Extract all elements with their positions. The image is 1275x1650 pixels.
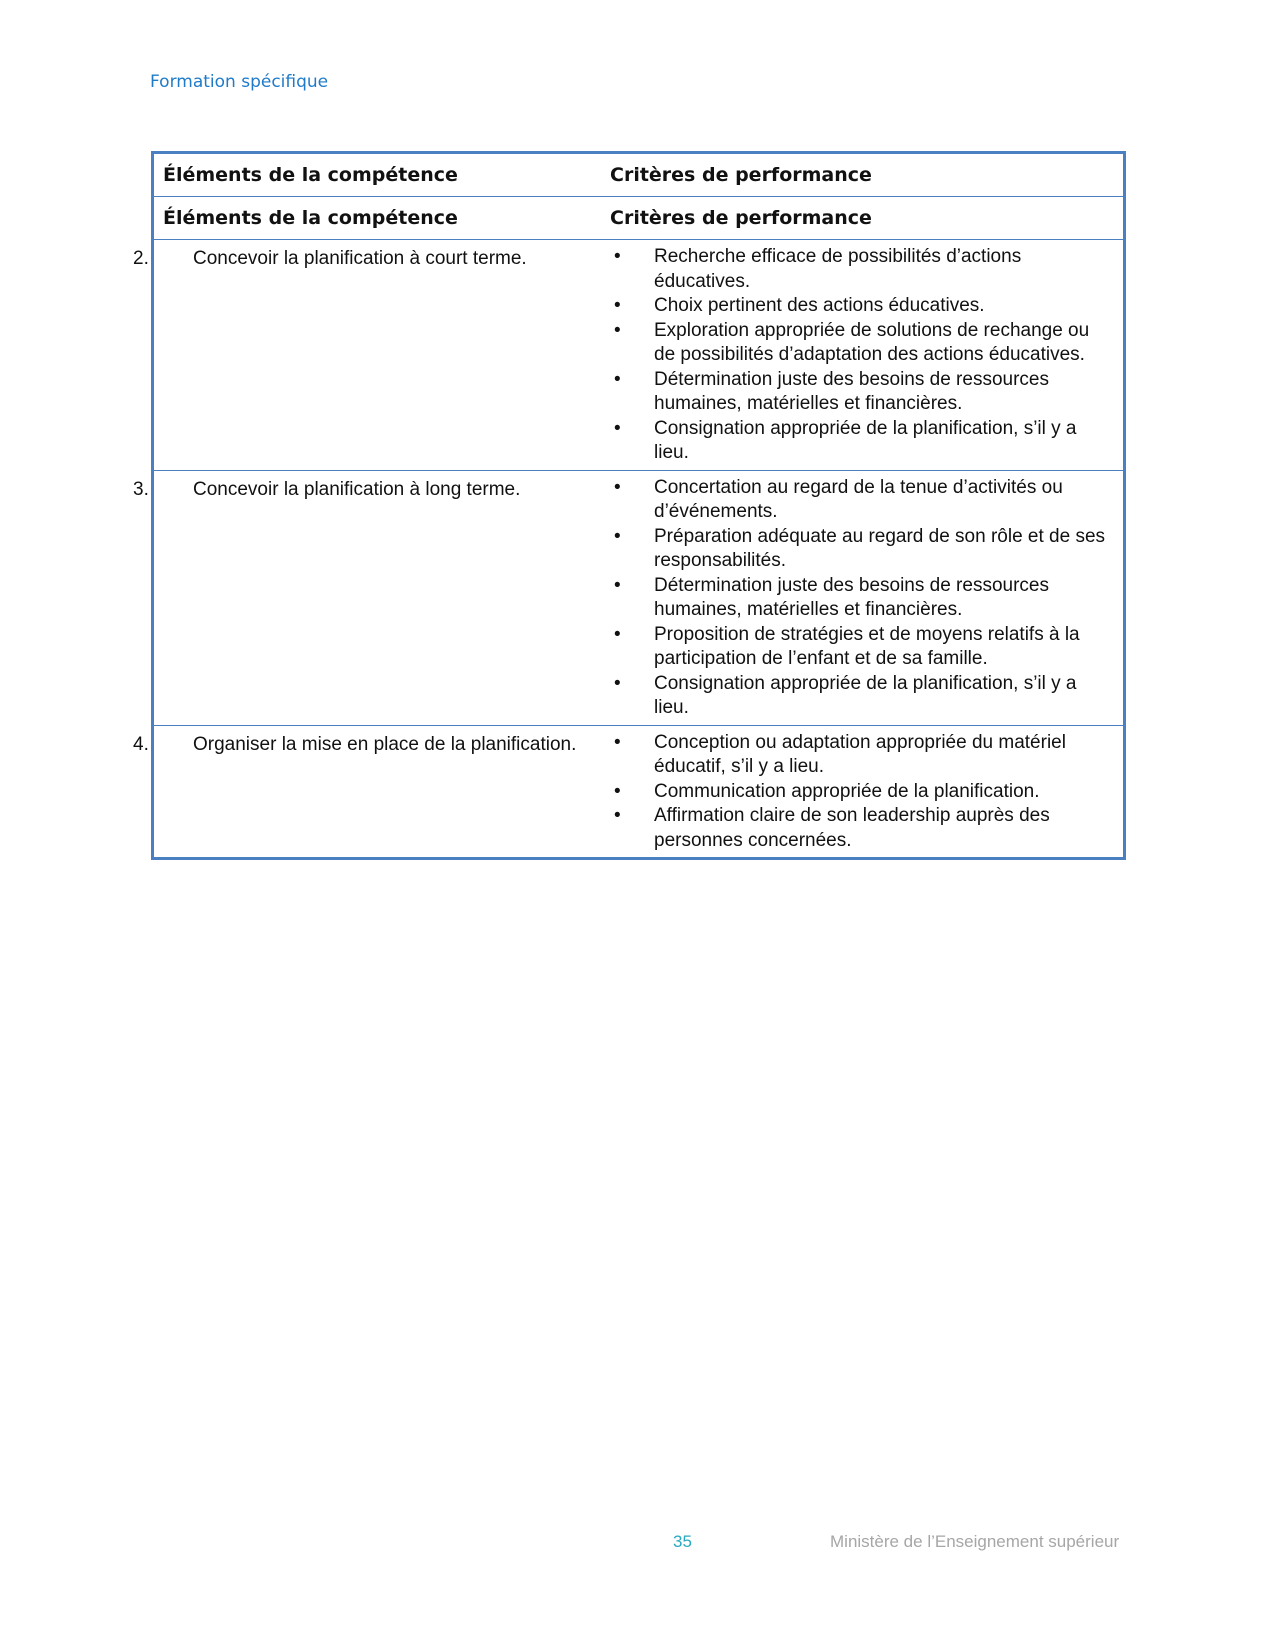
criterion-item <box>596 780 1115 805</box>
criterion-text: Choix pertinent des actions éducatives. <box>654 295 985 316</box>
column-header-criteria: Critères de performance <box>610 163 872 186</box>
bullet-icon: • <box>614 319 621 341</box>
table-row <box>153 725 1125 859</box>
bullet-icon: • <box>614 246 621 267</box>
criteria-cell <box>596 240 1125 471</box>
criterion-text: Concertation au regard de la tenue d’activités ou d’événements. <box>654 476 1063 522</box>
table-header-row <box>153 197 1125 240</box>
criterion-item <box>596 623 1115 672</box>
criterion-text: Préparation adéquate au regard de son rôle et de ses responsabilités. <box>654 525 1106 571</box>
bullet-icon: • <box>614 780 621 802</box>
criterion-item <box>596 476 1115 525</box>
page-number: 35 <box>673 1532 692 1551</box>
element-text: Concevoir la planification à court terme. <box>193 248 527 269</box>
criterion-text: Affirmation claire de son leadership auprès des personnes concernées. <box>654 805 1050 851</box>
bullet-icon: • <box>614 805 621 826</box>
criterion-text: Détermination juste des besoins de ressources humaines, matérielles et financières. <box>654 574 1049 620</box>
element-text: Concevoir la planification à long terme. <box>193 478 521 500</box>
criterion-text: Exploration appropriée de solutions de rechange ou de possibilités d’adaptation des actions éducatives. <box>654 319 1090 365</box>
criterion-item <box>596 525 1115 574</box>
criteria-list <box>596 245 1115 466</box>
criterion-item <box>596 574 1115 623</box>
bullet-icon: • <box>614 368 621 390</box>
criterion-text: Consignation appropriée de la planification, s’il y a lieu. <box>654 417 1077 463</box>
table-row <box>153 470 1125 725</box>
bullet-icon: • <box>614 476 621 498</box>
bullet-icon: • <box>614 295 621 316</box>
criterion-item <box>596 294 1115 319</box>
criterion-text: Communication appropriée de la planification. <box>654 780 1040 802</box>
bullet-icon: • <box>614 417 621 439</box>
criterion-item <box>596 804 1115 853</box>
criterion-text: Recherche efficace de possibilités d’actions éducatives. <box>654 246 1022 292</box>
element-cell <box>133 240 597 471</box>
element-cell <box>133 470 597 725</box>
criterion-item <box>596 417 1115 466</box>
criterion-text: Conception ou adaptation appropriée du matériel éducatif, s’il y a lieu. <box>654 731 1066 777</box>
column-header-elements: Éléments de la compétence <box>163 163 458 186</box>
criterion-item <box>596 319 1115 368</box>
competence-table <box>133 151 1126 860</box>
element-number: 4. <box>133 733 149 755</box>
bullet-icon: • <box>614 731 621 753</box>
criterion-text: Détermination juste des besoins de ressources humaines, matérielles et financières. <box>654 368 1049 414</box>
criterion-item <box>596 368 1115 417</box>
table-row <box>153 240 1125 471</box>
element-number: 2. <box>133 248 149 269</box>
footer-organization: Ministère de l’Enseignement supérieur <box>830 1532 1120 1551</box>
table-header-row <box>153 153 1125 197</box>
column-header-elements: Éléments de la compétence <box>153 197 597 240</box>
element-cell <box>133 725 597 859</box>
criterion-text: Consignation appropriée de la planification, s’il y a lieu. <box>654 672 1077 718</box>
element-text: Organiser la mise en place de la planification. <box>193 733 577 755</box>
criterion-item <box>596 672 1115 721</box>
bullet-icon: • <box>614 574 621 596</box>
criteria-cell <box>596 725 1125 859</box>
running-header: Formation spécifique <box>150 72 329 92</box>
criteria-list <box>596 476 1115 721</box>
bullet-icon: • <box>614 525 621 547</box>
criterion-item <box>596 245 1115 294</box>
criteria-list <box>596 731 1115 854</box>
column-header-criteria: Critères de performance <box>596 197 1125 240</box>
criterion-text: Proposition de stratégies et de moyens relatifs à la participation de l’enfant et de sa famille. <box>654 623 1080 669</box>
bullet-icon: • <box>614 672 621 694</box>
criterion-item <box>596 731 1115 780</box>
element-number: 3. <box>133 478 149 500</box>
criteria-cell <box>596 470 1125 725</box>
bullet-icon: • <box>614 623 621 645</box>
